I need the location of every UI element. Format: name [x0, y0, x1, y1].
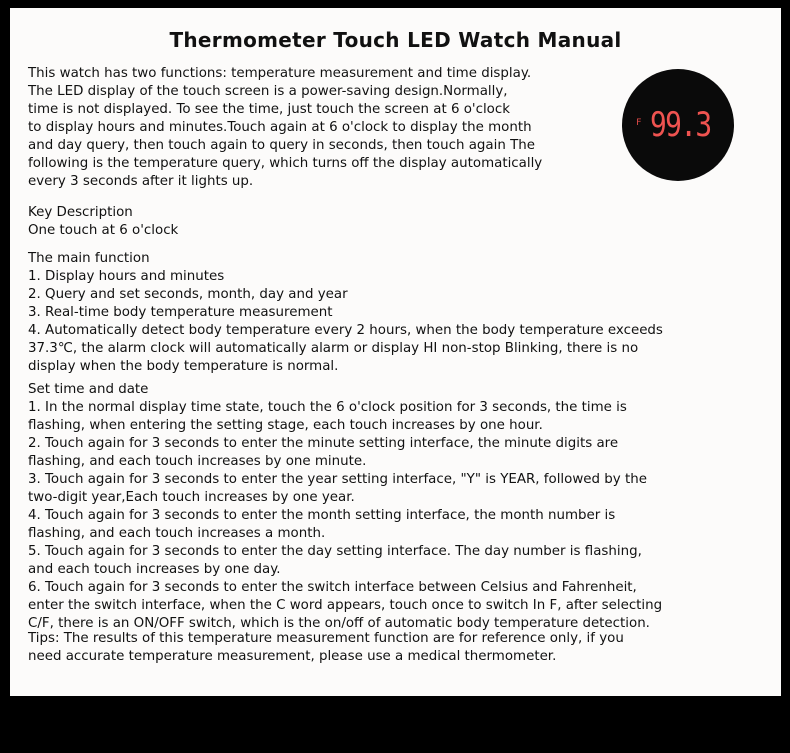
temperature-unit: F — [636, 118, 642, 128]
text-line: One touch at 6 o'clock — [28, 223, 179, 238]
text-line: to display hours and minutes.Touch again at 6 o'clock to display the month — [28, 120, 532, 135]
text-line: 6. Touch again for 3 seconds to enter the switch interface between Celsius and Fahrenheit, — [28, 580, 637, 595]
text-line: 3. Real-time body temperature measurement — [28, 305, 333, 320]
main-function-section — [28, 250, 663, 376]
text-line: 2. Touch again for 3 seconds to enter the minute setting interface, the minute digits are — [28, 436, 619, 451]
text-line: 5. Touch again for 3 seconds to enter the day setting interface. The day number is flashing, — [28, 544, 642, 559]
text-line: 4. Touch again for 3 seconds to enter the month setting interface, the month number is — [28, 508, 616, 523]
text-line: The LED display of the touch screen is a power-saving design.Normally, — [28, 84, 508, 99]
text-line: This watch has two functions: temperature measurement and time display. — [28, 66, 532, 81]
key-description-section — [28, 204, 178, 240]
intro-paragraph — [28, 65, 542, 191]
text-line: two-digit year,Each touch increases by one year. — [28, 490, 355, 505]
text-line: flashing, and each touch increases by one minute. — [28, 454, 367, 469]
text-line: every 3 seconds after it lights up. — [28, 174, 254, 189]
watch-display-image — [622, 69, 734, 181]
text-line: and each touch increases by one day. — [28, 562, 281, 577]
text-line: 4. Automatically detect body temperature every 2 hours, when the body temperature exceeds — [28, 323, 663, 338]
temperature-reading: 99.3 — [650, 105, 711, 145]
text-line: flashing, and each touch increases a month. — [28, 526, 326, 541]
text-line: 1. In the normal display time state, touch the 6 o'clock position for 3 seconds, the time is — [28, 400, 627, 415]
set-time-section — [28, 381, 662, 633]
text-line: 1. Display hours and minutes — [28, 269, 225, 284]
text-line: 37.3℃, the alarm clock will automatically alarm or display HI non-stop Blinking, there is no — [28, 341, 639, 356]
section-heading: Set time and date — [28, 382, 149, 397]
text-line: display when the body temperature is normal. — [28, 359, 339, 374]
section-heading: Key Description — [28, 205, 133, 220]
text-line: flashing, when entering the setting stage, each touch increases by one hour. — [28, 418, 543, 433]
text-line: need accurate temperature measurement, please use a medical thermometer. — [28, 649, 557, 664]
manual-title: Thermometer Touch LED Watch Manual — [169, 28, 622, 52]
text-line: 2. Query and set seconds, month, day and year — [28, 287, 348, 302]
text-line: following is the temperature query, which turns off the display automatically — [28, 156, 543, 171]
text-line: and day query, then touch again to query in seconds, then touch again The — [28, 138, 535, 153]
text-line: Tips: The results of this temperature measurement function are for reference only, if you — [28, 631, 624, 646]
text-line: C/F, there is an ON/OFF switch, which is the on/off of automatic body temperature detection. — [28, 616, 650, 631]
section-heading: The main function — [28, 251, 150, 266]
manual-sheet — [10, 8, 781, 696]
text-line: time is not displayed. To see the time, just touch the screen at 6 o'clock — [28, 102, 510, 117]
text-line: enter the switch interface, when the C word appears, touch once to switch In F, after selecting — [28, 598, 663, 613]
tips-section — [28, 630, 624, 666]
text-line: 3. Touch again for 3 seconds to enter the year setting interface, "Y" is YEAR, followed by the — [28, 472, 647, 487]
